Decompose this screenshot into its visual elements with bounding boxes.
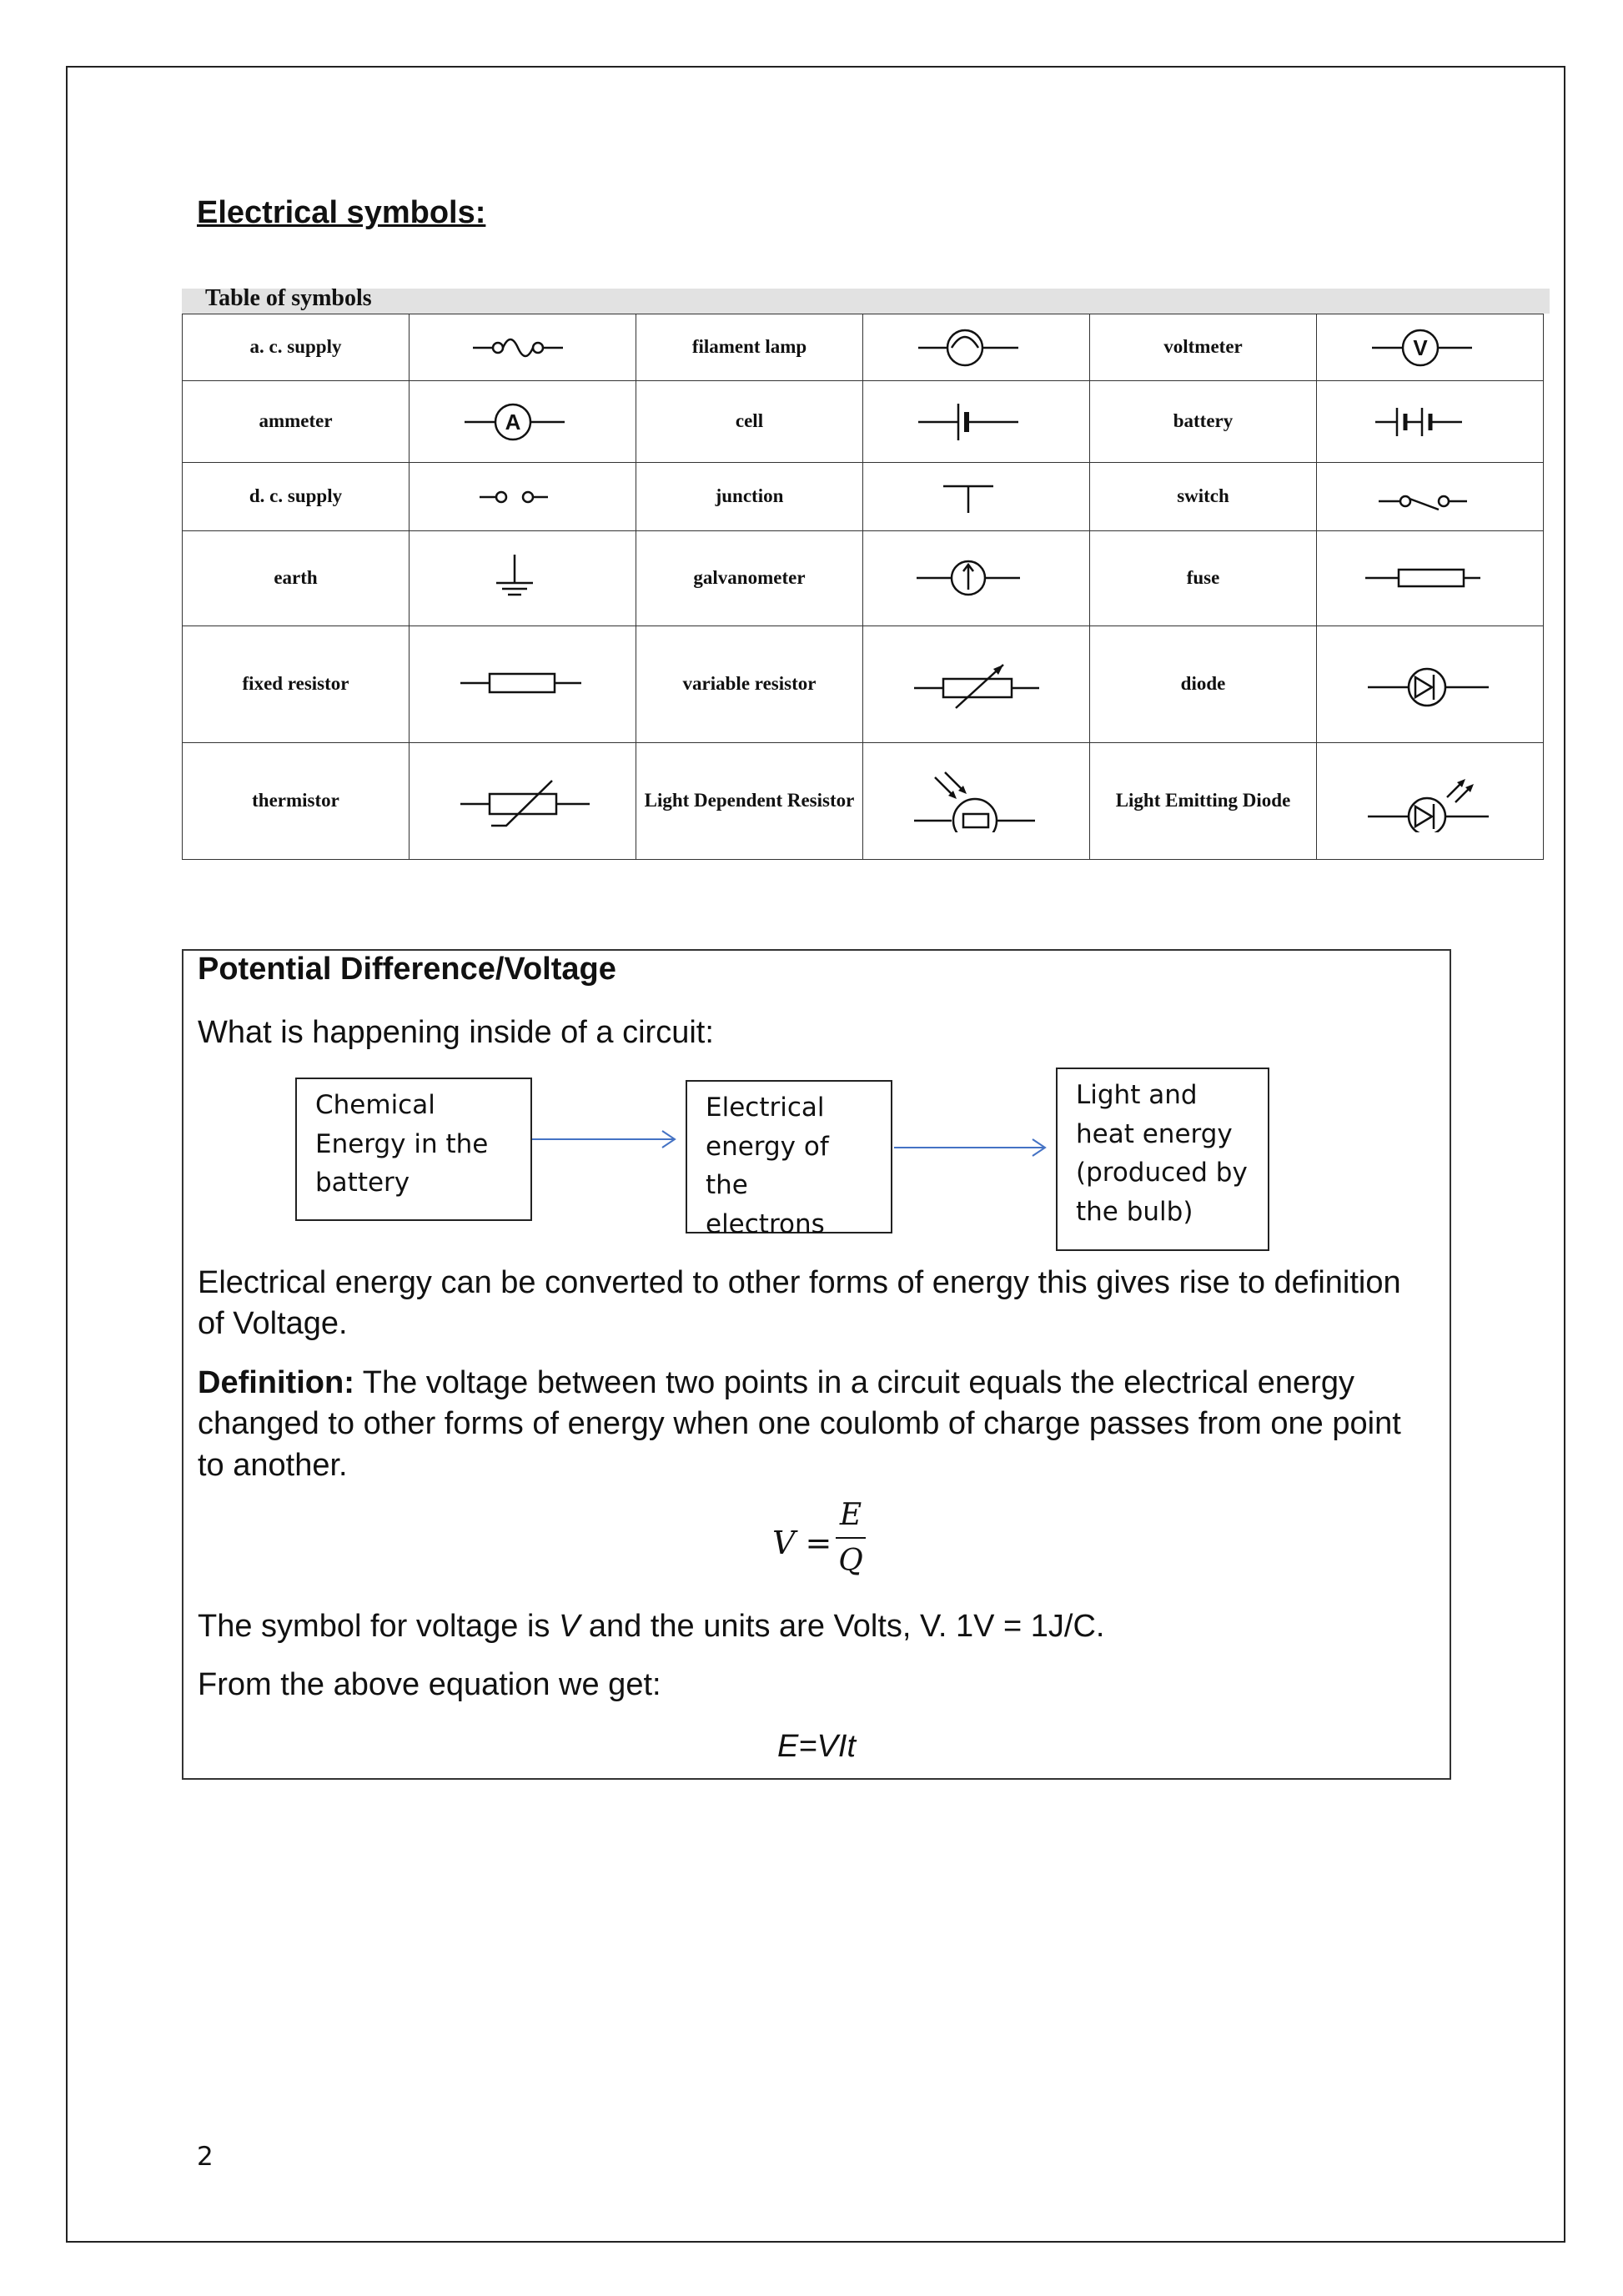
- flow-box-electrical: Electrical energy of the electrons: [686, 1080, 892, 1233]
- symbol-label: voltmeter: [1090, 314, 1317, 381]
- symbol-cell: [863, 381, 1090, 463]
- symbol-cell: [1317, 531, 1544, 626]
- symbol-cell: [1317, 463, 1544, 531]
- symbol-cell: [1317, 626, 1544, 743]
- svg-text:A: A: [505, 409, 520, 435]
- ac-supply-icon: [456, 327, 590, 369]
- table-title: Table of symbols: [205, 285, 372, 311]
- pd-symbol-text: [198, 1606, 1104, 1647]
- battery-icon: [1364, 401, 1497, 443]
- symbol-cell: [863, 626, 1090, 743]
- symbol-prefix: The symbol for voltage is: [198, 1609, 559, 1644]
- symbol-label: junction: [636, 463, 863, 531]
- definition-text: The voltage between two points in a circuit equals the electrical energy changed to other forms of energy when one coulomb of charge passes from one point to another.: [198, 1365, 1401, 1483]
- flow-box-chemical: Chemical Energy in the battery: [295, 1078, 532, 1221]
- flow-box-light-heat: Light and heat energy (produced by the bulb): [1056, 1068, 1269, 1251]
- formula-lhs: V =: [772, 1525, 832, 1561]
- symbol-label: cell: [636, 381, 863, 463]
- fuse-icon: [1364, 553, 1497, 605]
- symbol-row: [183, 626, 1544, 743]
- symbol-row: [183, 381, 1544, 463]
- symbol-label: fuse: [1090, 531, 1317, 626]
- symbol-label: a. c. supply: [183, 314, 410, 381]
- formula-numerator: E: [839, 1498, 862, 1532]
- symbol-cell: [410, 626, 636, 743]
- ldr-icon: [910, 771, 1043, 832]
- symbol-cell: [863, 531, 1090, 626]
- symbol-label: Light Emitting Diode: [1090, 743, 1317, 860]
- thermistor-icon: [456, 771, 590, 832]
- symbol-label: ammeter: [183, 381, 410, 463]
- symbol-row: [183, 314, 1544, 381]
- symbol-cell: [410, 531, 636, 626]
- symbol-row: [183, 463, 1544, 531]
- symbol-cell: [410, 463, 636, 531]
- symbol-label: variable resistor: [636, 626, 863, 743]
- symbol-cell: [410, 381, 636, 463]
- symbol-label: fixed resistor: [183, 626, 410, 743]
- definition-label: Definition:: [198, 1365, 354, 1400]
- symbol-label: earth: [183, 531, 410, 626]
- section-heading: Electrical symbols:: [197, 195, 486, 230]
- symbol-cell: [1317, 743, 1544, 860]
- page-number: 2: [197, 2142, 214, 2172]
- pd-equation: E=VIt: [777, 1729, 856, 1764]
- symbol-cell: [410, 743, 636, 860]
- pd-definition: [198, 1363, 1432, 1486]
- formula-denominator: Q: [838, 1544, 863, 1578]
- symbol-var: V: [558, 1609, 580, 1644]
- junction-icon: [910, 476, 1043, 518]
- symbol-label: filament lamp: [636, 314, 863, 381]
- formula-fraction: [836, 1498, 866, 1578]
- fraction-bar: [836, 1537, 866, 1539]
- table-title-bar: [182, 289, 1550, 314]
- potential-difference-box: [182, 949, 1451, 1780]
- symbol-label: battery: [1090, 381, 1317, 463]
- variable-resistor-icon: [910, 658, 1043, 711]
- fixed-resistor-icon: [456, 658, 590, 711]
- symbol-cell: [863, 743, 1090, 860]
- symbol-label: Light Dependent Resistor: [636, 743, 863, 860]
- symbol-cell: [1317, 381, 1544, 463]
- svg-text:V: V: [1412, 334, 1428, 360]
- symbol-cell: [863, 314, 1090, 381]
- symbol-label: galvanometer: [636, 531, 863, 626]
- switch-icon: [1364, 476, 1497, 518]
- led-icon: [1364, 771, 1497, 832]
- galvanometer-icon: [910, 553, 1043, 605]
- symbol-label: diode: [1090, 626, 1317, 743]
- pd-paragraph: Electrical energy can be converted to other forms of energy this gives rise to definition of Voltage.: [198, 1265, 1401, 1342]
- pd-title: Potential Difference/Voltage: [198, 952, 616, 987]
- symbol-suffix: and the units are Volts, V. 1V = 1J/C.: [580, 1609, 1105, 1644]
- symbol-cell: [863, 463, 1090, 531]
- diode-icon: [1364, 658, 1497, 711]
- symbol-label: switch: [1090, 463, 1317, 531]
- dc-supply-icon: [456, 476, 590, 518]
- symbol-label: thermistor: [183, 743, 410, 860]
- pd-equation-intro: From the above equation we get:: [198, 1667, 661, 1702]
- pd-intro: What is happening inside of a circuit:: [198, 1015, 714, 1050]
- cell-icon: [910, 401, 1043, 443]
- symbol-cell: [410, 314, 636, 381]
- ammeter-icon: [456, 401, 590, 443]
- symbol-cell: [1317, 314, 1544, 381]
- symbol-row: [183, 531, 1544, 626]
- filament-lamp-icon: [910, 327, 1043, 369]
- symbol-label: d. c. supply: [183, 463, 410, 531]
- symbols-table: [182, 314, 1544, 860]
- voltmeter-icon: [1364, 327, 1497, 369]
- earth-icon: [456, 553, 590, 605]
- symbol-row: [183, 743, 1544, 860]
